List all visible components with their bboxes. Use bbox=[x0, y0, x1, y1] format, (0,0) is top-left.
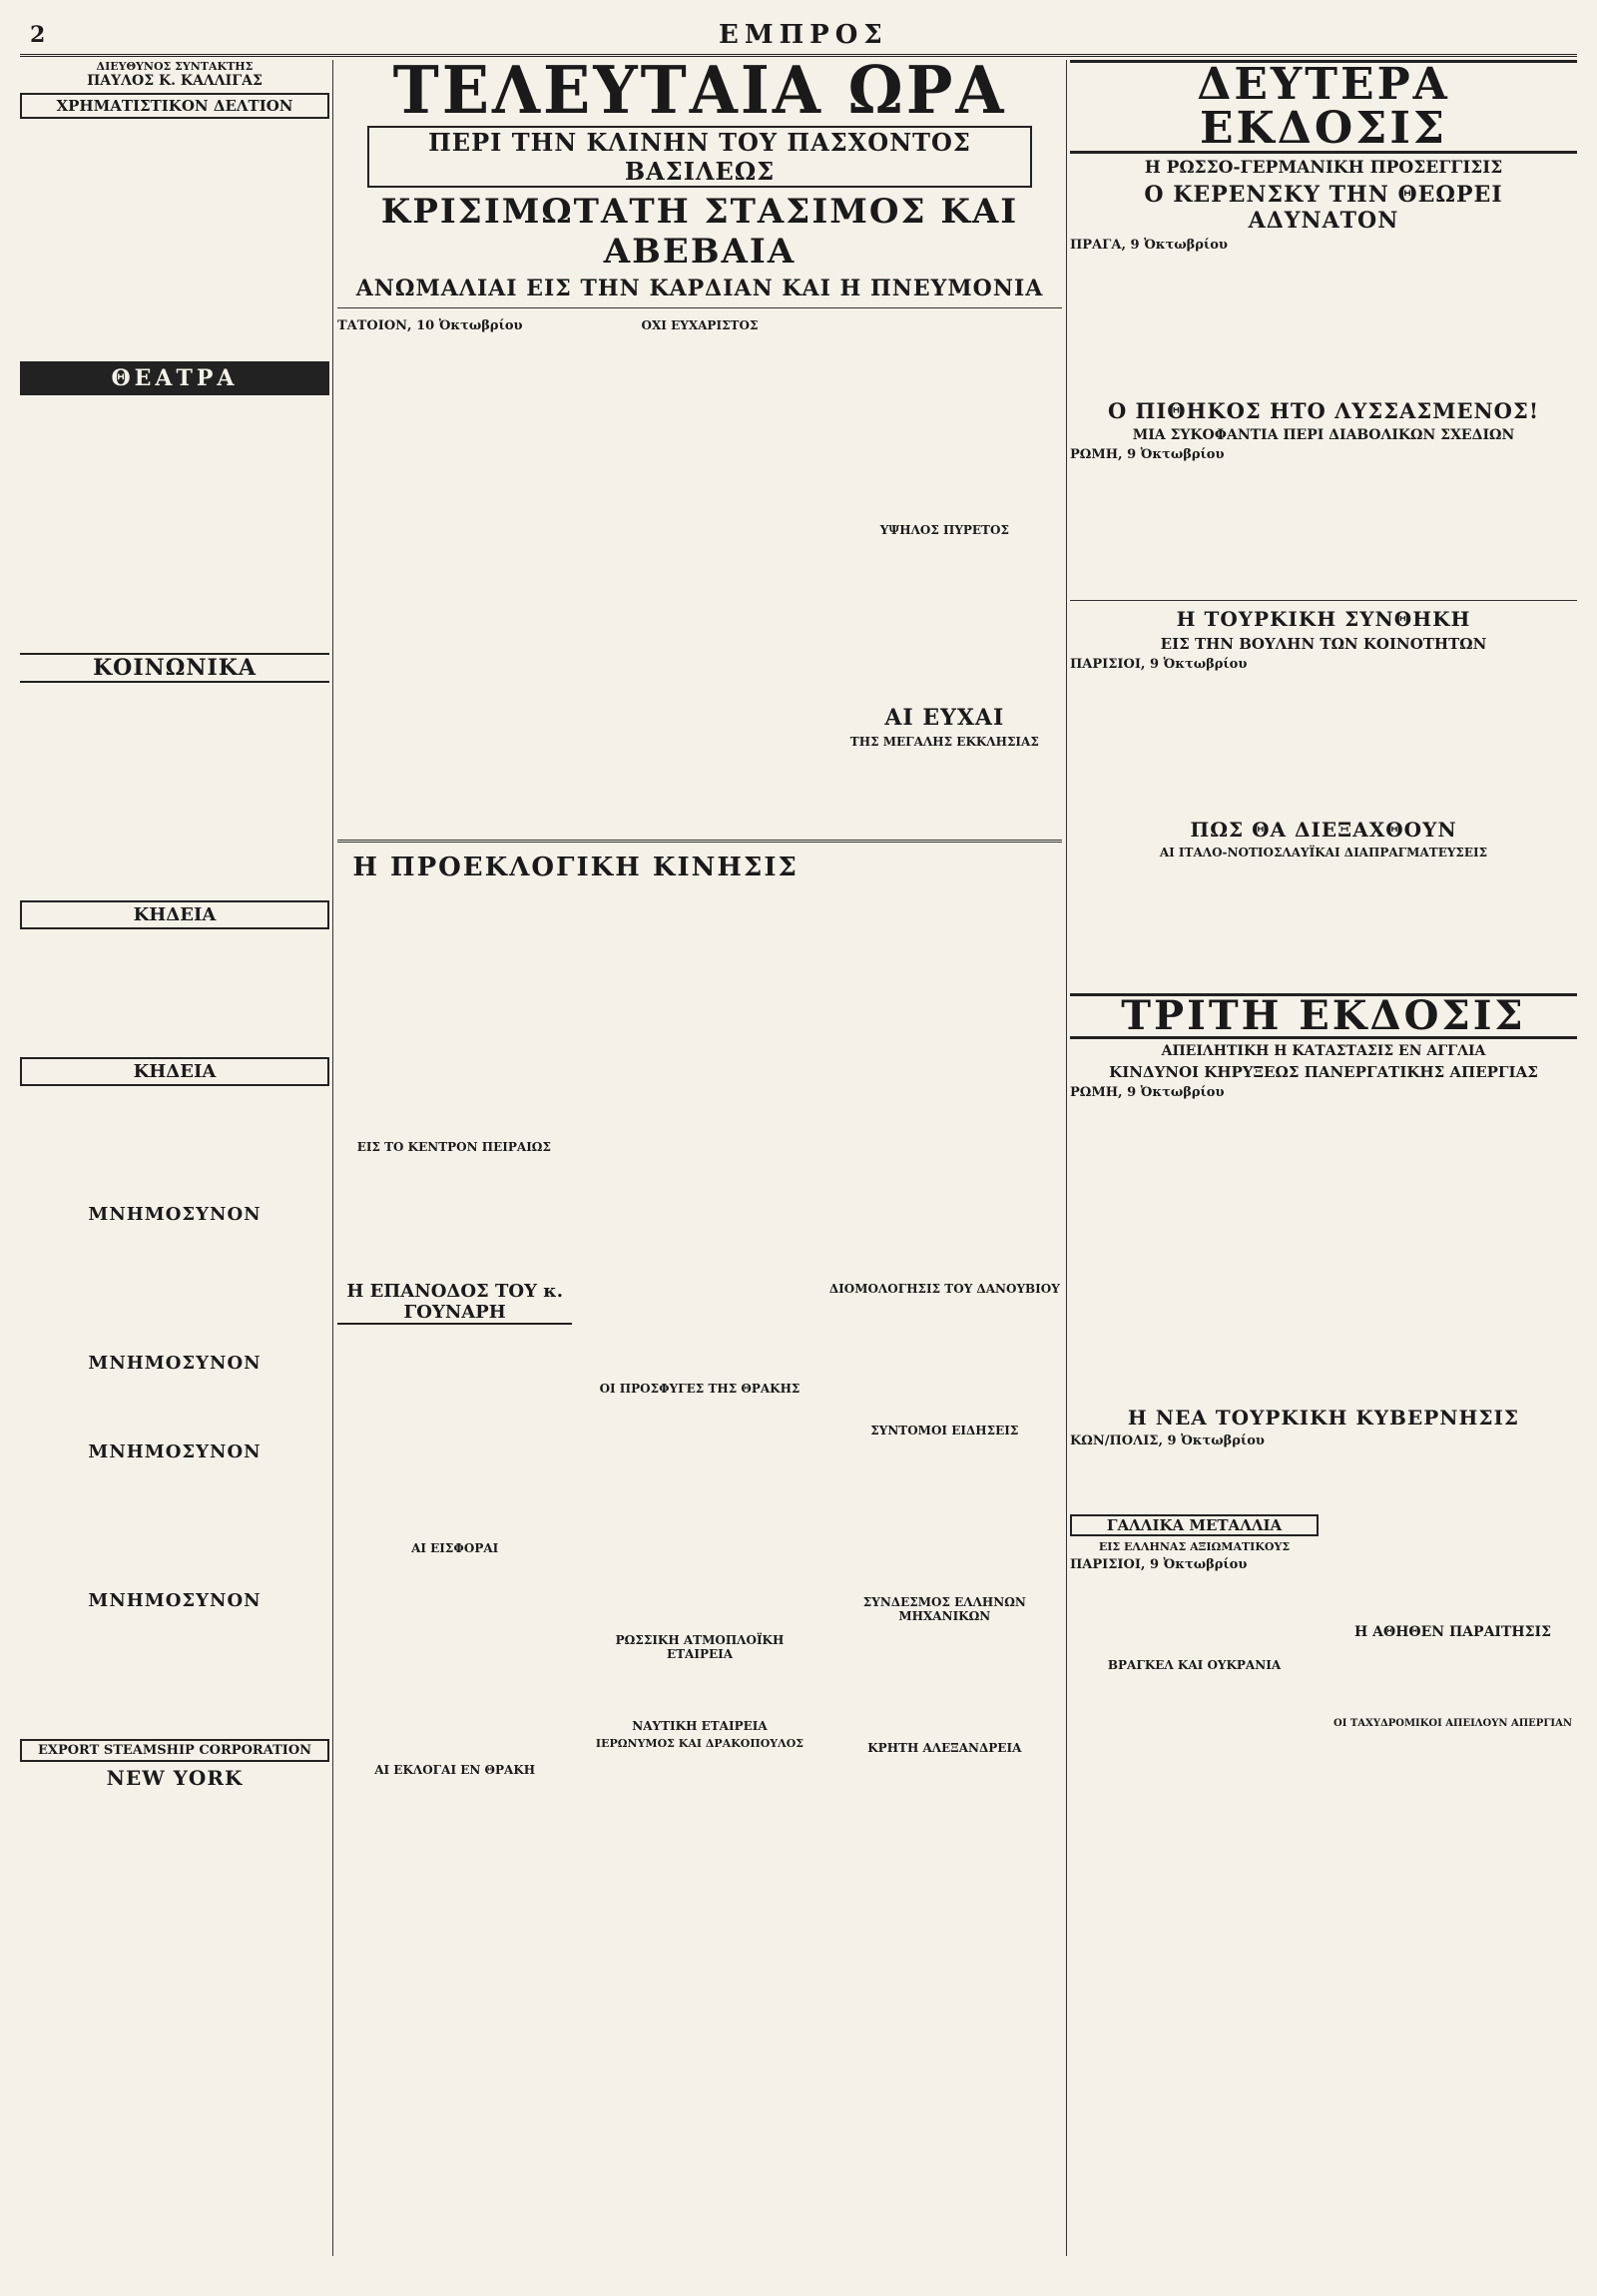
dateline-tatoi: ΤΑΤΟΙΟΝ, 10 Ὀκτωβρίου bbox=[337, 318, 523, 333]
england-title: ΑΠΕΙΛΗΤΙΚΗ Η ΚΑΤΑΣΤΑΣΙΣ ΕΝ ΑΓΓΛΙΑ bbox=[1161, 1043, 1486, 1059]
french-medals-title: ΓΑΛΛΙΚΑ ΜΕΤΑΛΛΙΑ bbox=[1070, 1514, 1319, 1536]
newspaper-page bbox=[20, 20, 1577, 2256]
dateline-rome: ΡΩΜΗ, 9 Ὀκτωβρίου bbox=[1070, 447, 1225, 462]
danube-title: ΔΙΟΜΟΛΟΓΗΣΙΣ ΤΟΥ ΔΑΝΟΥΒΙΟΥ bbox=[828, 1282, 1060, 1296]
sub-wishes: ΑΙ ΕΥΧΑΙ bbox=[884, 705, 1005, 731]
postal-text bbox=[1329, 1733, 1577, 1793]
italy-title: ΠΩΣ ΘΑ ΔΙΕΞΑΧΘΟΥΝ bbox=[1190, 818, 1457, 842]
piraeus-title: ΕΙΣ ΤΟ ΚΕΝΤΡΟΝ ΠΕΙΡΑΙΩΣ bbox=[356, 1140, 551, 1154]
middle-column bbox=[337, 60, 1062, 2256]
resign-title: Η ΑΘΗΘΕΝ ΠΑΡΑΙΤΗΣΙΣ bbox=[1354, 1624, 1551, 1640]
russo-german-title: Η ΡΩΣΣΟ-ΓΕΡΜΑΝΙΚΗ ΠΡΟΣΕΓΓΙΣΙΣ bbox=[1144, 158, 1503, 178]
french-medals-sub: ΕΙΣ ΕΛΛΗΝΑΣ ΑΞΙΩΜΑΤΙΚΟΥΣ bbox=[1098, 1540, 1291, 1553]
crete-text bbox=[827, 1759, 1062, 1819]
contributions-title: ΑΙ ΕΙΣΦΟΡΑΙ bbox=[411, 1541, 499, 1555]
memorial1-title: ΜΝΗΜΟΣΥΝΟΝ bbox=[88, 1204, 262, 1225]
crete-title: ΚΡΗΤΗ ΑΛΕΞΑΝΔΡΕΙΑ bbox=[867, 1741, 1022, 1755]
gounaris-title: Η ΕΠΑΝΟΔΟΣ ΤΟΥ κ. ΓΟΥΝΑΡΗ bbox=[337, 1281, 572, 1325]
resign-text bbox=[1329, 1644, 1577, 1714]
social-text bbox=[20, 687, 329, 896]
turkish-treaty-title: Η ΤΟΥΡΚΙΚΗ ΣΥΝΘΗΚΗ bbox=[1176, 607, 1471, 631]
memorial4-text bbox=[20, 1615, 329, 1735]
danube-text bbox=[827, 1300, 1062, 1420]
italy-text bbox=[1070, 863, 1577, 993]
markets-text bbox=[20, 123, 329, 357]
england-text bbox=[1070, 1102, 1577, 1402]
column-divider bbox=[1066, 60, 1067, 2256]
turkish-treaty-sub: ΕΙΣ ΤΗΝ ΒΟΥΛΗΝ ΤΩΝ ΚΟΙΝΟΤΗΤΩΝ bbox=[1160, 635, 1487, 653]
new-gov-text bbox=[1070, 1450, 1577, 1510]
kerensky-text bbox=[1070, 255, 1577, 394]
second-edition-banner: ΔΕΥΤΕΡΑ ΕΚΔΟΣΙΣ bbox=[1070, 60, 1577, 154]
theatres-text bbox=[20, 399, 329, 649]
king-text-1 bbox=[337, 335, 572, 835]
paper-name: ΕΜΠΡΟΣ bbox=[719, 20, 888, 50]
theatres-title: ΘΕΑΤΡΑ bbox=[20, 361, 329, 395]
headline-critical: ΚΡΙΣΙΜΩΤΑΤΗ ΣΤΑΣΙΜΟΣ ΚΑΙ ΑΒΕΒΑΙΑ bbox=[380, 192, 1019, 272]
politics-text bbox=[1329, 1510, 1577, 1620]
ad-title: EXPORT STEAMSHIP CORPORATION bbox=[20, 1739, 329, 1762]
election-text-2 bbox=[581, 886, 814, 1276]
elections-thrace-title: ΑΙ ΕΚΛΟΓΑΙ ΕΝ ΘΡΑΚΗ bbox=[374, 1763, 536, 1777]
steam-text bbox=[582, 1665, 816, 1715]
dateline-paris: ΠΑΡΙΣΙΟΙ, 9 Ὀκτωβρίου bbox=[1070, 657, 1248, 672]
main-banner: ΤΕΛΕΥΤΑΙΑ ΩΡΑ bbox=[392, 60, 1007, 129]
union-title: ΣΥΝΔΕΣΜΟΣ ΕΛΛΗΝΩΝ ΜΗΧΑΝΙΚΩΝ bbox=[862, 1595, 1026, 1623]
column-divider bbox=[332, 60, 333, 2256]
dateline-prague: ΠΡΑΓΑ, 9 Ὀκτωβρίου bbox=[1070, 238, 1228, 253]
steam-title: ΡΩΣΣΙΚΗ ΑΤΜΟΠΛΟΪΚΗ ΕΤΑΙΡΕΙΑ bbox=[615, 1633, 785, 1661]
king-text-4 bbox=[827, 541, 1062, 701]
editor-label: ΔΙΕΥΘΥΝΟΣ ΣΥΝΤΑΚΤΗΣ bbox=[96, 60, 254, 73]
thrace-text bbox=[337, 1781, 572, 1841]
refugees-text bbox=[582, 1400, 816, 1629]
headline-anomalies: ΑΝΩΜΑΛΙΑΙ ΕΙΣ ΤΗΝ ΚΑΡΔΙΑΝ ΚΑΙ Η ΠΝΕΥΜΟΝΙΑ bbox=[355, 276, 1044, 301]
monkey-title: Ο ΠΙΘΗΚΟΣ ΗΤΟ ΛΥΣΣΑΣΜΕΝΟΣ! bbox=[1107, 398, 1540, 423]
page-number: 2 bbox=[30, 22, 46, 48]
sub-fever: ΥΨΗΛΟΣ ΠΥΡΕΤΟΣ bbox=[879, 523, 1009, 537]
right-column bbox=[1070, 60, 1577, 2256]
short-news-title: ΣΥΝΤΟΜΟΙ ΕΙΔΗΣΕΙΣ bbox=[870, 1424, 1019, 1437]
dateline-paris-2: ΠΑΡΙΣΙΟΙ, 9 Ὀκτωβρίου bbox=[1070, 1557, 1248, 1572]
french-text bbox=[1070, 1574, 1319, 1654]
funeral2-title: ΚΗΔΕΙΑ bbox=[20, 1057, 329, 1086]
bulgaria-title: ΒΡΑΓΚΕΛ ΚΑΙ ΟΥΚΡΑΝΙΑ bbox=[1107, 1658, 1282, 1672]
naval-sub: ΙΕΡΩΝΥΜΟΣ ΚΑΙ ΔΡΑΚΟΠΟΥΛΟΣ bbox=[595, 1737, 804, 1750]
sub-no-thanks: ΟΧΙ ΕΥΧΑΡΙΣΤΟΣ bbox=[641, 318, 759, 332]
memorial3-text bbox=[20, 1466, 329, 1586]
headline-king: ΠΕΡΙ ΤΗΝ ΚΛΙΝΗΝ ΤΟΥ ΠΑΣΧΟΝΤΟΣ ΒΑΣΙΛΕΩΣ bbox=[367, 126, 1032, 188]
kerensky-title: Ο ΚΕΡΕΝΣΚΥ ΤΗΝ ΘΕΩΡΕΙ ΑΔΥΝΑΤΟΝ bbox=[1144, 182, 1503, 234]
turkish-text bbox=[1070, 674, 1577, 814]
dateline-rome-2: ΡΩΜΗ, 9 Ὀκτωβρίου bbox=[1070, 1085, 1225, 1100]
memorial4-title: ΜΝΗΜΟΣΥΝΟΝ bbox=[88, 1590, 262, 1611]
third-edition-banner: ΤΡΙΤΗ ΕΚΔΟΣΙΣ bbox=[1070, 993, 1577, 1039]
gounaris-text bbox=[337, 1328, 572, 1537]
naval-title: ΝΑΥΤΙΚΗ ΕΤΑΙΡΕΙΑ bbox=[632, 1719, 768, 1733]
union-text bbox=[827, 1627, 1062, 1737]
memorial3-title: ΜΝΗΜΟΣΥΝΟΝ bbox=[88, 1441, 262, 1462]
postal-title: ΟΙ ΤΑΧΥΔΡΟΜΙΚΟΙ ΑΠΕΙΛΟΥΝ ΑΠΕΡΓΙΑΝ bbox=[1332, 1718, 1573, 1729]
refugees-title: ΟΙ ΠΡΟΣΦΥΓΕΣ ΤΗΣ ΘΡΑΚΗΣ bbox=[599, 1382, 800, 1396]
memorial1-text bbox=[20, 1229, 329, 1349]
funeral1-title: ΚΗΔΕΙΑ bbox=[20, 900, 329, 929]
sub-church: ΤΗΣ ΜΕΓΑΛΗΣ ΕΚΚΛΗΣΙΑΣ bbox=[849, 735, 1039, 749]
short-news-text bbox=[827, 1441, 1062, 1591]
bulgaria-text bbox=[1070, 1676, 1319, 1756]
funeral1-text bbox=[20, 933, 329, 1053]
italy-sub: ΑΙ ΙΤΑΛΟ-ΝΟΤΙΟΣΛΑΥΪΚΑΙ ΔΙΑΠΡΑΓΜΑΤΕΥΣΕΙΣ bbox=[1159, 846, 1488, 860]
king-text-2 bbox=[582, 336, 816, 836]
king-text-3 bbox=[827, 314, 1062, 519]
wishes-text bbox=[823, 849, 1062, 1268]
masthead bbox=[20, 20, 1577, 57]
slander-title: ΜΙΑ ΣΥΚΟΦΑΝΤΙΑ ΠΕΡΙ ΔΙΑΒΟΛΙΚΩΝ ΣΧΕΔΙΩΝ bbox=[1132, 427, 1515, 443]
naval-text bbox=[582, 1754, 816, 1804]
england-sub: ΚΙΝΔΥΝΟΙ ΚΗΡΥΞΕΩΣ ΠΑΝΕΡΓΑΤΙΚΗΣ ΑΠΕΡΓΙΑΣ bbox=[1109, 1063, 1538, 1081]
ad-text bbox=[20, 1790, 329, 1890]
monkey-text bbox=[1070, 464, 1577, 594]
memorial2-text bbox=[20, 1378, 329, 1437]
contributions-text bbox=[337, 1559, 572, 1759]
editor-name: ΠΑΥΛΟΣ Κ. ΚΑΛΛΙΓΑΣ bbox=[87, 73, 263, 89]
funeral2-text bbox=[20, 1090, 329, 1200]
election-text-1 bbox=[337, 886, 571, 1136]
new-gov-title: Η ΝΕΑ ΤΟΥΡΚΙΚΗ ΚΥΒΕΡΝΗΣΙΣ bbox=[1127, 1406, 1520, 1430]
dateline-constantinople: ΚΩΝ/ΠΟΛΙΣ, 9 Ὀκτωβρίου bbox=[1070, 1434, 1265, 1448]
markets-title: ΧΡΗΜΑΤΙΣΤΙΚΟΝ ΔΕΛΤΙΟΝ bbox=[20, 93, 329, 119]
ad-city: NEW YORK bbox=[106, 1766, 244, 1790]
memorial2-title: ΜΝΗΜΟΣΥΝΟΝ bbox=[88, 1353, 262, 1374]
piraeus-text bbox=[337, 1158, 571, 1278]
misc-text-1 bbox=[582, 1278, 816, 1378]
election-title: Η ΠΡΟΕΚΛΟΓΙΚΗ ΚΙΝΗΣΙΣ bbox=[352, 853, 798, 882]
left-column bbox=[20, 60, 329, 2256]
social-title: ΚΟΙΝΩΝΙΚΑ bbox=[20, 653, 329, 683]
